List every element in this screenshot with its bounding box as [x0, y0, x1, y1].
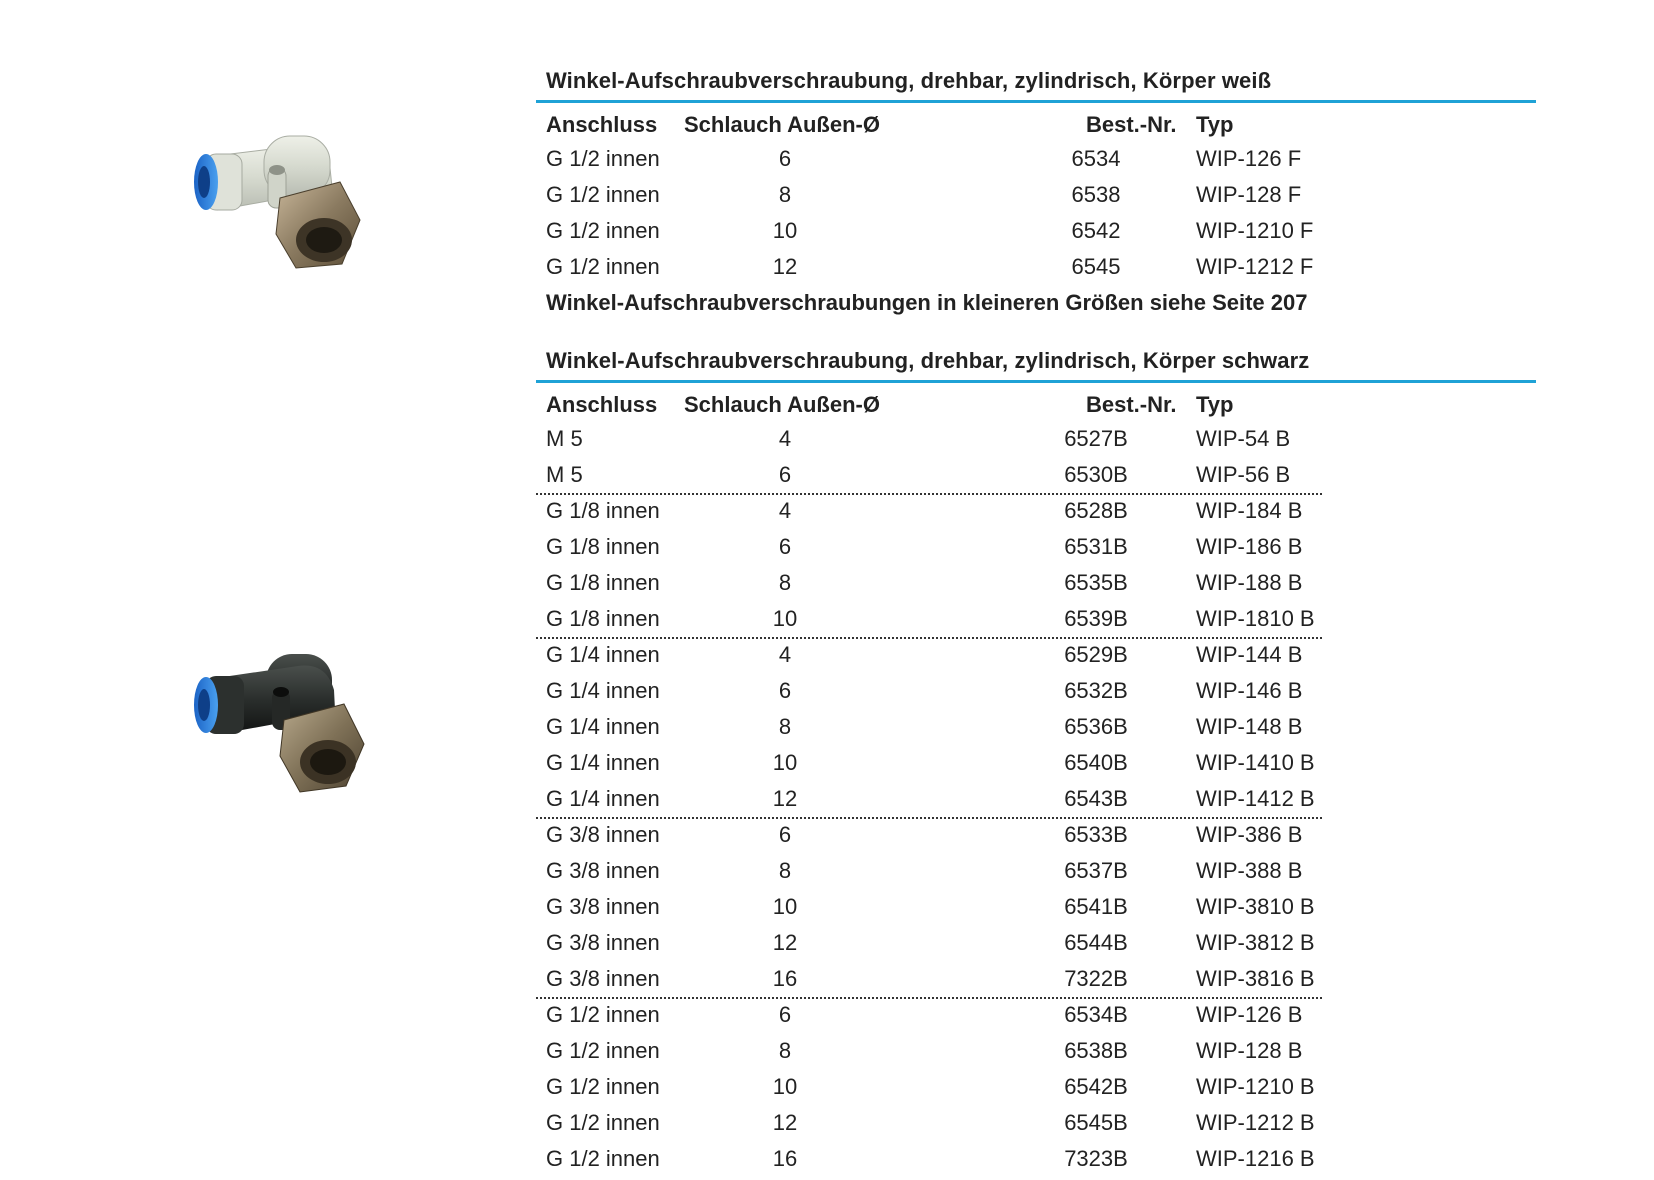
- section-title: Winkel-Aufschraubverschraubung, drehbar, zylindrisch, Körper weiß: [546, 68, 1272, 93]
- cell-anschluss: G 1/2 innen: [546, 1146, 660, 1171]
- section-black-body: [536, 346, 1536, 1177]
- table-row: [536, 817, 1536, 853]
- header-schlauch: Schlauch Außen-Ø: [684, 112, 880, 137]
- cell-typ: WIP-128 F: [1196, 182, 1302, 207]
- cell-schlauch: 12: [772, 786, 798, 811]
- cell-anschluss: G 1/8 innen: [546, 570, 660, 595]
- table-row: [536, 781, 1536, 817]
- cell-best-nr: 6527B: [1064, 426, 1128, 451]
- cell-schlauch: 12: [772, 930, 798, 955]
- table-row: [536, 601, 1536, 637]
- cell-typ: WIP-188 B: [1196, 570, 1303, 595]
- cell-typ: WIP-1412 B: [1196, 786, 1315, 811]
- cell-schlauch: 8: [778, 858, 792, 883]
- cell-anschluss: G 1/2 innen: [546, 254, 660, 279]
- cell-typ: WIP-56 B: [1196, 462, 1291, 487]
- table-row: [536, 213, 1536, 249]
- cell-best-nr: 6545B: [1064, 1110, 1128, 1135]
- table-row: [536, 529, 1536, 565]
- cell-best-nr: 6540B: [1064, 750, 1128, 775]
- cell-best-nr: 6534: [1071, 146, 1121, 171]
- cell-best-nr: 6535B: [1064, 570, 1128, 595]
- cell-schlauch: 10: [772, 750, 798, 775]
- cell-anschluss: M 5: [546, 426, 583, 451]
- table-body: [536, 141, 1536, 285]
- table-row: [536, 925, 1536, 961]
- header-best-nr: Best.-Nr.: [1086, 392, 1177, 417]
- table-header: [536, 383, 1536, 421]
- cell-best-nr: 6545: [1071, 254, 1121, 279]
- cell-best-nr: 6536B: [1064, 714, 1128, 739]
- cell-anschluss: M 5: [546, 462, 583, 487]
- header-schlauch: Schlauch Außen-Ø: [684, 392, 880, 417]
- cell-schlauch: 6: [778, 1002, 792, 1027]
- cell-typ: WIP-146 B: [1196, 678, 1303, 703]
- cell-typ: WIP-3816 B: [1196, 966, 1315, 991]
- table-row: [536, 249, 1536, 285]
- cell-best-nr: 7322B: [1064, 966, 1128, 991]
- cell-typ: WIP-186 B: [1196, 534, 1303, 559]
- cell-typ: WIP-126 F: [1196, 146, 1302, 171]
- cell-anschluss: G 1/2 innen: [546, 218, 660, 243]
- cell-best-nr: 6528B: [1064, 498, 1128, 523]
- table-row: [536, 1105, 1536, 1141]
- cell-schlauch: 6: [778, 462, 792, 487]
- cell-schlauch: 8: [778, 714, 792, 739]
- table-row: [536, 1069, 1536, 1105]
- cell-typ: WIP-144 B: [1196, 642, 1303, 667]
- cell-anschluss: G 1/8 innen: [546, 498, 660, 523]
- cell-best-nr: 6534B: [1064, 1002, 1128, 1027]
- cell-anschluss: G 1/4 innen: [546, 786, 660, 811]
- cell-anschluss: G 3/8 innen: [546, 894, 660, 919]
- cell-typ: WIP-128 B: [1196, 1038, 1303, 1063]
- white-elbow-fitting-image: [184, 128, 394, 283]
- table-row: [536, 853, 1536, 889]
- cell-schlauch: 6: [778, 146, 792, 171]
- cell-anschluss: G 1/2 innen: [546, 146, 660, 171]
- cell-anschluss: G 1/2 innen: [546, 1110, 660, 1135]
- cell-best-nr: 6541B: [1064, 894, 1128, 919]
- cell-anschluss: G 1/4 innen: [546, 642, 660, 667]
- cell-schlauch: 4: [778, 642, 792, 667]
- cell-typ: WIP-1212 B: [1196, 1110, 1315, 1135]
- cell-typ: WIP-3812 B: [1196, 930, 1315, 955]
- cell-schlauch: 6: [778, 678, 792, 703]
- cell-best-nr: 6543B: [1064, 786, 1128, 811]
- cell-best-nr: 6529B: [1064, 642, 1128, 667]
- cell-schlauch: 8: [778, 570, 792, 595]
- table-row: [536, 1033, 1536, 1069]
- cell-anschluss: G 3/8 innen: [546, 966, 660, 991]
- cell-schlauch: 8: [778, 1038, 792, 1063]
- cell-schlauch: 16: [772, 966, 798, 991]
- cell-best-nr: 6542: [1071, 218, 1121, 243]
- header-anschluss: Anschluss: [546, 392, 658, 417]
- cell-best-nr: 6537B: [1064, 858, 1128, 883]
- cell-anschluss: G 3/8 innen: [546, 858, 660, 883]
- cell-schlauch: 4: [778, 426, 792, 451]
- table-row: [536, 889, 1536, 925]
- cell-typ: WIP-126 B: [1196, 1002, 1303, 1027]
- table-row: [536, 961, 1536, 997]
- cell-typ: WIP-1210 B: [1196, 1074, 1315, 1099]
- cell-anschluss: G 1/8 innen: [546, 606, 660, 631]
- table-row: [536, 421, 1536, 457]
- cell-anschluss: G 1/4 innen: [546, 714, 660, 739]
- cell-best-nr: 6532B: [1064, 678, 1128, 703]
- cell-best-nr: 6539B: [1064, 606, 1128, 631]
- table-row: [536, 141, 1536, 177]
- table-header: [536, 103, 1536, 141]
- cell-typ: WIP-386 B: [1196, 822, 1303, 847]
- cell-anschluss: G 3/8 innen: [546, 822, 660, 847]
- cell-best-nr: 6538B: [1064, 1038, 1128, 1063]
- table-row: [536, 997, 1536, 1033]
- cell-schlauch: 10: [772, 894, 798, 919]
- cell-best-nr: 6538: [1071, 182, 1121, 207]
- cell-anschluss: G 1/2 innen: [546, 182, 660, 207]
- cell-anschluss: G 1/4 innen: [546, 678, 660, 703]
- cell-typ: WIP-1216 B: [1196, 1146, 1315, 1171]
- section-white-body: [536, 66, 1536, 321]
- cell-schlauch: 4: [778, 498, 792, 523]
- cell-schlauch: 6: [778, 534, 792, 559]
- cell-typ: WIP-1810 B: [1196, 606, 1315, 631]
- table-row: [536, 709, 1536, 745]
- table-row: [536, 177, 1536, 213]
- cell-best-nr: 6542B: [1064, 1074, 1128, 1099]
- cell-schlauch: 8: [778, 182, 792, 207]
- cell-anschluss: G 3/8 innen: [546, 930, 660, 955]
- cell-anschluss: G 1/8 innen: [546, 534, 660, 559]
- cell-schlauch: 10: [772, 606, 798, 631]
- cell-typ: WIP-54 B: [1196, 426, 1291, 451]
- cell-best-nr: 6533B: [1064, 822, 1128, 847]
- header-typ: Typ: [1196, 112, 1234, 137]
- cell-schlauch: 10: [772, 218, 798, 243]
- cell-typ: WIP-1212 F: [1196, 254, 1314, 279]
- cell-schlauch: 12: [772, 254, 798, 279]
- table-row: [536, 493, 1536, 529]
- header-anschluss: Anschluss: [546, 112, 658, 137]
- cell-schlauch: 10: [772, 1074, 798, 1099]
- cell-typ: WIP-148 B: [1196, 714, 1303, 739]
- cell-typ: WIP-3810 B: [1196, 894, 1315, 919]
- cell-typ: WIP-1210 F: [1196, 218, 1314, 243]
- cell-schlauch: 12: [772, 1110, 798, 1135]
- table-body: [536, 421, 1536, 1177]
- black-elbow-fitting-image: [186, 650, 396, 800]
- product-table: [536, 383, 1536, 1177]
- cell-typ: WIP-388 B: [1196, 858, 1303, 883]
- cell-best-nr: 7323B: [1064, 1146, 1128, 1171]
- cell-best-nr: 6531B: [1064, 534, 1128, 559]
- cell-anschluss: G 1/2 innen: [546, 1002, 660, 1027]
- table-row: [536, 565, 1536, 601]
- cell-anschluss: G 1/2 innen: [546, 1038, 660, 1063]
- size-note: Winkel-Aufschraubverschraubungen in kleineren Größen siehe Seite 207: [546, 290, 1308, 315]
- cell-schlauch: 6: [778, 822, 792, 847]
- cell-best-nr: 6530B: [1064, 462, 1128, 487]
- cell-typ: WIP-1410 B: [1196, 750, 1315, 775]
- table-row: [536, 745, 1536, 781]
- cell-anschluss: G 1/4 innen: [546, 750, 660, 775]
- cell-anschluss: G 1/2 innen: [546, 1074, 660, 1099]
- header-typ: Typ: [1196, 392, 1234, 417]
- section-title: Winkel-Aufschraubverschraubung, drehbar, zylindrisch, Körper schwarz: [546, 348, 1310, 373]
- product-table: [536, 103, 1536, 285]
- cell-schlauch: 16: [772, 1146, 798, 1171]
- table-row: [536, 1141, 1536, 1177]
- table-row: [536, 457, 1536, 493]
- cell-typ: WIP-184 B: [1196, 498, 1303, 523]
- cell-best-nr: 6544B: [1064, 930, 1128, 955]
- table-row: [536, 637, 1536, 673]
- table-row: [536, 673, 1536, 709]
- header-best-nr: Best.-Nr.: [1086, 112, 1177, 137]
